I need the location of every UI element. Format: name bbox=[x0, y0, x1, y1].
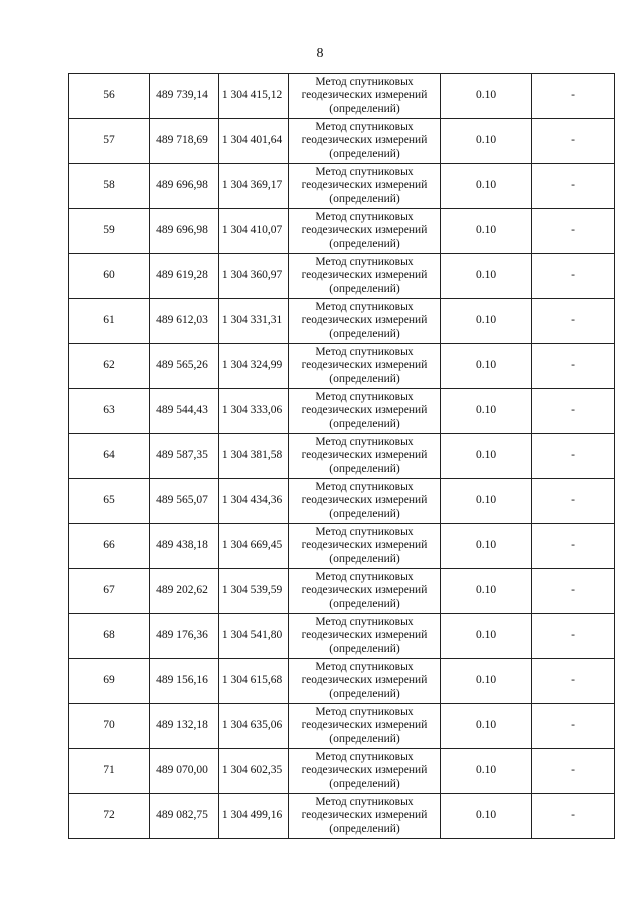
x-coordinate-cell: 489 718,69 bbox=[150, 119, 219, 164]
accuracy-cell: 0.10 bbox=[441, 749, 532, 794]
x-coordinate-cell: 489 544,43 bbox=[150, 389, 219, 434]
method-cell bbox=[289, 389, 441, 434]
method-line-3: (определений) bbox=[329, 462, 400, 475]
page-number: 8 bbox=[316, 46, 324, 61]
method-cell bbox=[289, 299, 441, 344]
method-line-3: (определений) bbox=[329, 102, 400, 115]
method-line-2: геодезических измерений bbox=[301, 494, 428, 507]
y-coordinate-cell: 1 304 331,31 bbox=[219, 299, 289, 344]
x-coordinate-cell: 489 438,18 bbox=[150, 524, 219, 569]
method-line-3: (определений) bbox=[329, 147, 400, 160]
accuracy-cell: 0.10 bbox=[441, 659, 532, 704]
point-number-cell: 62 bbox=[69, 344, 150, 389]
method-line-3: (определений) bbox=[329, 192, 400, 205]
description-cell: - bbox=[532, 614, 615, 659]
method-line-1: Метод спутниковых bbox=[315, 526, 414, 539]
accuracy-cell: 0.10 bbox=[441, 164, 532, 209]
method-line-2: геодезических измерений bbox=[301, 89, 428, 102]
method-cell bbox=[289, 479, 441, 524]
method-line-2: геодезических измерений bbox=[301, 314, 428, 327]
method-line-1: Метод спутниковых bbox=[315, 436, 414, 449]
method-line-2: геодезических измерений bbox=[301, 809, 428, 822]
point-number-cell: 64 bbox=[69, 434, 150, 479]
method-line-3: (определений) bbox=[329, 552, 400, 565]
table-row bbox=[69, 164, 615, 209]
accuracy-cell: 0.10 bbox=[441, 569, 532, 614]
coordinates-table bbox=[68, 73, 615, 839]
point-number-cell: 65 bbox=[69, 479, 150, 524]
y-coordinate-cell: 1 304 499,16 bbox=[219, 794, 289, 839]
table-row bbox=[69, 569, 615, 614]
point-number-cell: 59 bbox=[69, 209, 150, 254]
method-line-3: (определений) bbox=[329, 282, 400, 295]
method-line-2: геодезических измерений bbox=[301, 764, 428, 777]
x-coordinate-cell: 489 619,28 bbox=[150, 254, 219, 299]
y-coordinate-cell: 1 304 539,59 bbox=[219, 569, 289, 614]
method-line-3: (определений) bbox=[329, 372, 400, 385]
method-line-1: Метод спутниковых bbox=[315, 751, 414, 764]
accuracy-cell: 0.10 bbox=[441, 209, 532, 254]
method-cell bbox=[289, 254, 441, 299]
x-coordinate-cell: 489 612,03 bbox=[150, 299, 219, 344]
accuracy-cell: 0.10 bbox=[441, 344, 532, 389]
table-row bbox=[69, 479, 615, 524]
method-line-3: (определений) bbox=[329, 417, 400, 430]
y-coordinate-cell: 1 304 602,35 bbox=[219, 749, 289, 794]
method-line-2: геодезических измерений bbox=[301, 134, 428, 147]
x-coordinate-cell: 489 565,07 bbox=[150, 479, 219, 524]
point-number-cell: 67 bbox=[69, 569, 150, 614]
description-cell: - bbox=[532, 209, 615, 254]
method-line-1: Метод спутниковых bbox=[315, 481, 414, 494]
method-cell bbox=[289, 119, 441, 164]
method-line-1: Метод спутниковых bbox=[315, 616, 414, 629]
y-coordinate-cell: 1 304 415,12 bbox=[219, 74, 289, 119]
table-row bbox=[69, 614, 615, 659]
table-row bbox=[69, 434, 615, 479]
accuracy-cell: 0.10 bbox=[441, 614, 532, 659]
x-coordinate-cell: 489 696,98 bbox=[150, 164, 219, 209]
method-line-2: геодезических измерений bbox=[301, 449, 428, 462]
table-row bbox=[69, 659, 615, 704]
x-coordinate-cell: 489 696,98 bbox=[150, 209, 219, 254]
description-cell: - bbox=[532, 524, 615, 569]
method-line-1: Метод спутниковых bbox=[315, 166, 414, 179]
method-line-3: (определений) bbox=[329, 822, 400, 835]
method-cell bbox=[289, 794, 441, 839]
method-cell bbox=[289, 209, 441, 254]
method-line-1: Метод спутниковых bbox=[315, 121, 414, 134]
x-coordinate-cell: 489 156,16 bbox=[150, 659, 219, 704]
point-number-cell: 63 bbox=[69, 389, 150, 434]
accuracy-cell: 0.10 bbox=[441, 74, 532, 119]
description-cell: - bbox=[532, 704, 615, 749]
y-coordinate-cell: 1 304 410,07 bbox=[219, 209, 289, 254]
x-coordinate-cell: 489 132,18 bbox=[150, 704, 219, 749]
point-number-cell: 68 bbox=[69, 614, 150, 659]
method-cell bbox=[289, 74, 441, 119]
point-number-cell: 66 bbox=[69, 524, 150, 569]
method-line-1: Метод спутниковых bbox=[315, 661, 414, 674]
method-cell bbox=[289, 749, 441, 794]
table-row bbox=[69, 74, 615, 119]
point-number-cell: 57 bbox=[69, 119, 150, 164]
method-line-1: Метод спутниковых bbox=[315, 256, 414, 269]
y-coordinate-cell: 1 304 434,36 bbox=[219, 479, 289, 524]
table-row bbox=[69, 344, 615, 389]
description-cell: - bbox=[532, 479, 615, 524]
method-line-3: (определений) bbox=[329, 732, 400, 745]
method-line-1: Метод спутниковых bbox=[315, 796, 414, 809]
method-line-3: (определений) bbox=[329, 777, 400, 790]
y-coordinate-cell: 1 304 369,17 bbox=[219, 164, 289, 209]
accuracy-cell: 0.10 bbox=[441, 434, 532, 479]
x-coordinate-cell: 489 070,00 bbox=[150, 749, 219, 794]
description-cell: - bbox=[532, 434, 615, 479]
accuracy-cell: 0.10 bbox=[441, 794, 532, 839]
method-cell bbox=[289, 434, 441, 479]
method-cell bbox=[289, 344, 441, 389]
y-coordinate-cell: 1 304 669,45 bbox=[219, 524, 289, 569]
accuracy-cell: 0.10 bbox=[441, 704, 532, 749]
method-cell bbox=[289, 164, 441, 209]
method-line-2: геодезических измерений bbox=[301, 179, 428, 192]
method-line-1: Метод спутниковых bbox=[315, 76, 414, 89]
method-line-3: (определений) bbox=[329, 642, 400, 655]
x-coordinate-cell: 489 176,36 bbox=[150, 614, 219, 659]
table-row bbox=[69, 749, 615, 794]
description-cell: - bbox=[532, 569, 615, 614]
method-line-1: Метод спутниковых bbox=[315, 211, 414, 224]
point-number-cell: 56 bbox=[69, 74, 150, 119]
y-coordinate-cell: 1 304 333,06 bbox=[219, 389, 289, 434]
method-line-3: (определений) bbox=[329, 507, 400, 520]
description-cell: - bbox=[532, 74, 615, 119]
method-line-3: (определений) bbox=[329, 237, 400, 250]
method-line-2: геодезических измерений bbox=[301, 359, 428, 372]
method-line-2: геодезических измерений bbox=[301, 719, 428, 732]
x-coordinate-cell: 489 202,62 bbox=[150, 569, 219, 614]
point-number-cell: 72 bbox=[69, 794, 150, 839]
y-coordinate-cell: 1 304 615,68 bbox=[219, 659, 289, 704]
method-line-1: Метод спутниковых bbox=[315, 706, 414, 719]
description-cell: - bbox=[532, 794, 615, 839]
y-coordinate-cell: 1 304 635,06 bbox=[219, 704, 289, 749]
accuracy-cell: 0.10 bbox=[441, 254, 532, 299]
table-row bbox=[69, 389, 615, 434]
description-cell: - bbox=[532, 344, 615, 389]
description-cell: - bbox=[532, 389, 615, 434]
x-coordinate-cell: 489 739,14 bbox=[150, 74, 219, 119]
description-cell: - bbox=[532, 659, 615, 704]
point-number-cell: 61 bbox=[69, 299, 150, 344]
method-line-3: (определений) bbox=[329, 327, 400, 340]
description-cell: - bbox=[532, 299, 615, 344]
description-cell: - bbox=[532, 749, 615, 794]
x-coordinate-cell: 489 082,75 bbox=[150, 794, 219, 839]
accuracy-cell: 0.10 bbox=[441, 389, 532, 434]
method-line-2: геодезических измерений bbox=[301, 584, 428, 597]
table-row bbox=[69, 794, 615, 839]
method-line-2: геодезических измерений bbox=[301, 404, 428, 417]
table-row bbox=[69, 209, 615, 254]
table-row bbox=[69, 254, 615, 299]
point-number-cell: 69 bbox=[69, 659, 150, 704]
method-cell bbox=[289, 524, 441, 569]
y-coordinate-cell: 1 304 541,80 bbox=[219, 614, 289, 659]
x-coordinate-cell: 489 587,35 bbox=[150, 434, 219, 479]
coordinates-table-body bbox=[69, 74, 615, 839]
table-row bbox=[69, 524, 615, 569]
method-line-2: геодезических измерений bbox=[301, 224, 428, 237]
method-line-2: геодезических измерений bbox=[301, 629, 428, 642]
y-coordinate-cell: 1 304 360,97 bbox=[219, 254, 289, 299]
point-number-cell: 58 bbox=[69, 164, 150, 209]
table-row bbox=[69, 704, 615, 749]
method-line-3: (определений) bbox=[329, 597, 400, 610]
method-line-1: Метод спутниковых bbox=[315, 571, 414, 584]
method-line-1: Метод спутниковых bbox=[315, 346, 414, 359]
table-row bbox=[69, 119, 615, 164]
description-cell: - bbox=[532, 254, 615, 299]
method-line-2: геодезических измерений bbox=[301, 269, 428, 282]
method-line-1: Метод спутниковых bbox=[315, 301, 414, 314]
point-number-cell: 60 bbox=[69, 254, 150, 299]
accuracy-cell: 0.10 bbox=[441, 479, 532, 524]
x-coordinate-cell: 489 565,26 bbox=[150, 344, 219, 389]
description-cell: - bbox=[532, 119, 615, 164]
method-cell bbox=[289, 614, 441, 659]
method-cell bbox=[289, 659, 441, 704]
method-line-1: Метод спутниковых bbox=[315, 391, 414, 404]
table-row bbox=[69, 299, 615, 344]
method-cell bbox=[289, 704, 441, 749]
accuracy-cell: 0.10 bbox=[441, 119, 532, 164]
method-line-3: (определений) bbox=[329, 687, 400, 700]
method-line-2: геодезических измерений bbox=[301, 674, 428, 687]
accuracy-cell: 0.10 bbox=[441, 299, 532, 344]
description-cell: - bbox=[532, 164, 615, 209]
point-number-cell: 71 bbox=[69, 749, 150, 794]
y-coordinate-cell: 1 304 401,64 bbox=[219, 119, 289, 164]
point-number-cell: 70 bbox=[69, 704, 150, 749]
y-coordinate-cell: 1 304 324,99 bbox=[219, 344, 289, 389]
accuracy-cell: 0.10 bbox=[441, 524, 532, 569]
method-line-2: геодезических измерений bbox=[301, 539, 428, 552]
method-cell bbox=[289, 569, 441, 614]
y-coordinate-cell: 1 304 381,58 bbox=[219, 434, 289, 479]
